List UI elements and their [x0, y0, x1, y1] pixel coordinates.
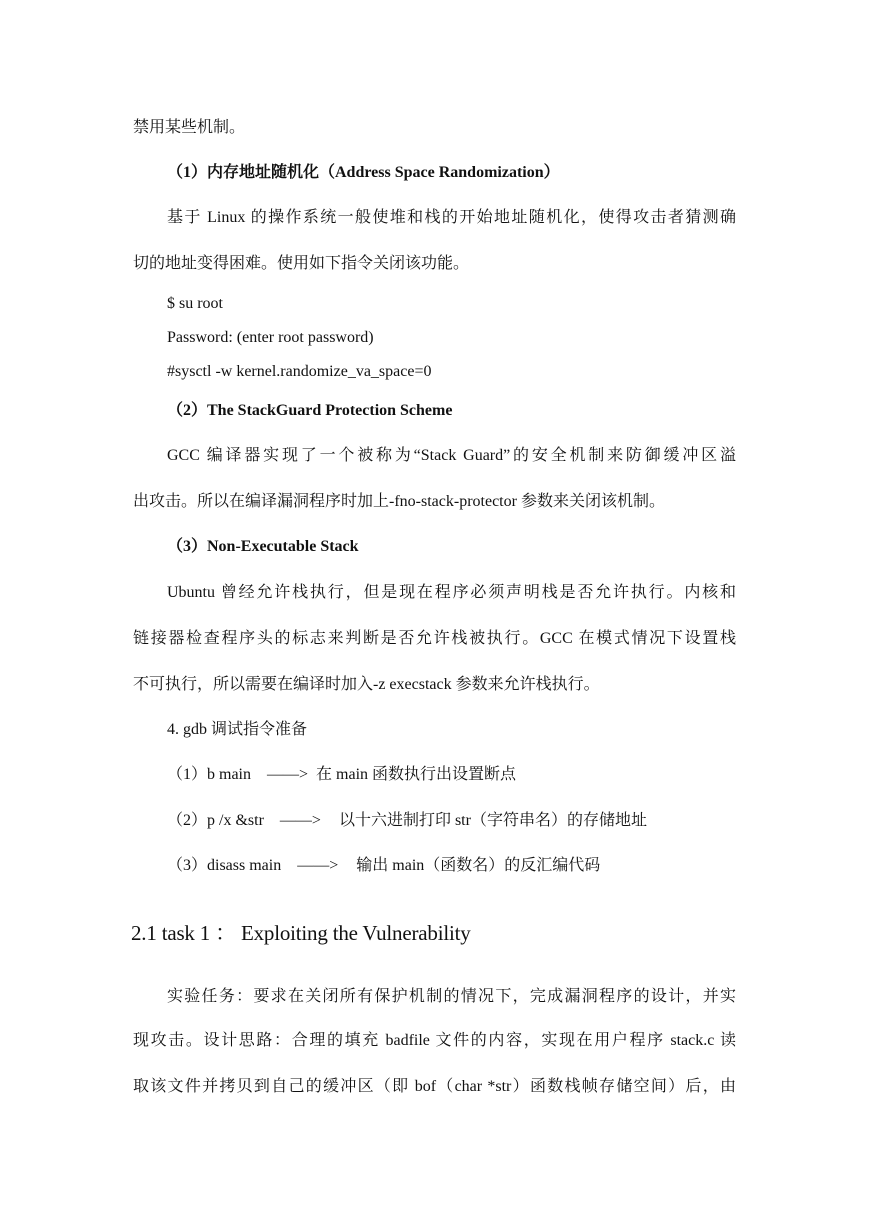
paragraph-stackguard-line2: 出攻击。所以在编译漏洞程序时加上-fno-stack-protector 参数来关闭该机制。 [133, 493, 665, 510]
heading-gdb: 4. gdb 调试指令准备 [167, 721, 308, 738]
gdb-item-3 [167, 856, 600, 876]
paragraph-aslr-line1: 基于 Linux 的操作系统一般使堆和栈的开始地址随机化，使得攻击者猜测确 [167, 209, 736, 226]
gdb-item-2 [167, 811, 647, 831]
heading-stackguard: （2）The StackGuard Protection Scheme [167, 402, 453, 419]
command-su-root: $ su root [167, 295, 223, 312]
command-password: Password: (enter root password) [167, 329, 374, 346]
arrow-icon: ——> [297, 857, 339, 874]
paragraph-task-line3: 取该文件并拷贝到自己的缓冲区（即 bof（char *str）函数栈帧存储空间）后，由 [133, 1078, 736, 1095]
gdb-command: （1）b main [167, 766, 251, 783]
line-intro-end: 禁用某些机制。 [133, 119, 246, 136]
paragraph-nonexec-line3: 不可执行，所以需要在编译时加入-z execstack 参数来允许栈执行。 [133, 676, 600, 693]
paragraph-nonexec-line1: Ubuntu 曾经允许栈执行，但是现在程序必须声明栈是否允许执行。内核和 [167, 584, 736, 601]
heading-aslr: （1）内存地址随机化（Address Space Randomization） [167, 164, 560, 181]
gdb-description: 输出 main（函数名）的反汇编代码 [356, 857, 601, 874]
section-heading-task1: 2.1 task 1 ： Exploiting the Vulnerability [131, 921, 471, 945]
gdb-command: （3）disass main [167, 857, 282, 874]
gdb-command: （2）p /x &str [167, 812, 264, 829]
command-sysctl: #sysctl -w kernel.randomize_va_space=0 [167, 363, 432, 380]
paragraph-nonexec-line2: 链接器检查程序头的标志来判断是否允许栈被执行。GCC 在模式情况下设置栈 [133, 630, 736, 647]
arrow-icon: ——> [279, 812, 321, 829]
arrow-icon: ——> [267, 766, 309, 783]
paragraph-aslr-line2: 切的地址变得困难。使用如下指令关闭该功能。 [133, 255, 470, 272]
gdb-description: 在 main 函数执行出设置断点 [316, 766, 517, 783]
paragraph-task-line2: 现攻击。设计思路：合理的填充 badfile 文件的内容，实现在用户程序 stack.c 读 [133, 1032, 736, 1049]
gdb-item-1 [167, 765, 516, 785]
paragraph-stackguard-line1: GCC 编译器实现了一个被称为“Stack Guard”的安全机制来防御缓冲区溢 [167, 447, 736, 464]
heading-nonexec-stack: （3）Non-Executable Stack [167, 538, 359, 555]
paragraph-task-line1: 实验任务：要求在关闭所有保护机制的情况下，完成漏洞程序的设计，并实 [167, 988, 736, 1005]
gdb-description: 以十六进制打印 str（字符串名）的存储地址 [338, 812, 647, 829]
